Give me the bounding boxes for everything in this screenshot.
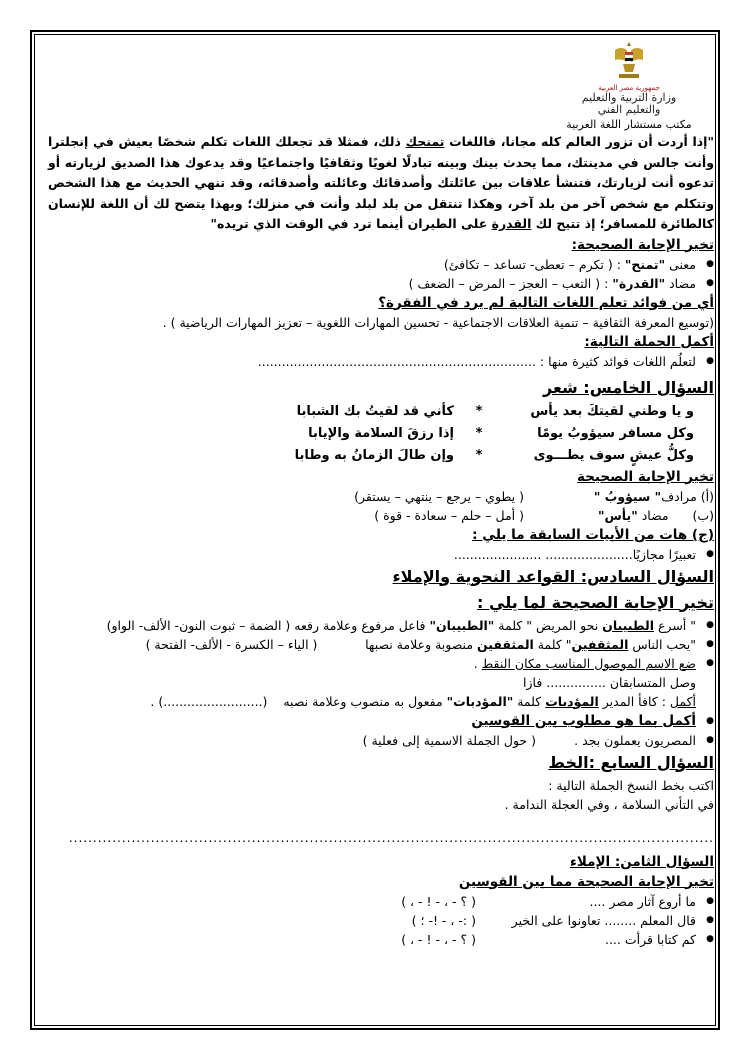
- choice-prompt: [524, 487, 714, 506]
- item-underlined-word: المثقفين: [571, 636, 629, 652]
- item-options: ( ؟ - ، - ! - ، ): [401, 893, 476, 909]
- passage-underlined-word: تمنحك: [405, 134, 445, 149]
- item-text: كلمة: [513, 693, 546, 709]
- q6-item-complete: [44, 692, 714, 711]
- item-options: ( تكرم – تعطى- تساعد – تكافئ): [443, 256, 613, 272]
- passage-text: "إذا أردت أن تزور العالم كله مجانا، فاللغات: [444, 134, 714, 149]
- office-name: مكتب مستشار اللغة العربية: [566, 118, 692, 131]
- item-suffix: :: [612, 256, 625, 272]
- verse-separator: *: [475, 425, 483, 441]
- item-instruction: ( حول الجملة الاسمية إلى فعلية ): [362, 732, 536, 748]
- item-text: : كافأ المدير: [598, 693, 670, 709]
- q1-heading: تخير الإجابة الصحيحة:: [571, 236, 714, 253]
- item-options: ( التعب – العجز – المرض – الضعف ): [408, 275, 601, 291]
- item-text: منصوبة وعلامة نصبها: [365, 636, 478, 652]
- item-text: " كلمة: [533, 636, 572, 652]
- item-text: كم كتابا قرأت ....: [604, 931, 696, 947]
- q8-item: [44, 930, 714, 949]
- q5-choice: [44, 487, 714, 506]
- item-underlined-word: الطبيبان: [602, 617, 654, 633]
- q8-sub-heading: تخير الإجابة الصحيحة مما بين القوسين: [458, 873, 714, 890]
- item-bold-word: "الطبيبان": [429, 617, 495, 633]
- egypt-eagle-emblem-icon: [609, 40, 649, 82]
- choice-prompt: [524, 506, 714, 525]
- item-word: "تمنح": [624, 256, 666, 272]
- verse-first-half: و يا وطني لقيتكَ بعد يأس: [530, 403, 694, 419]
- item-text: ما أروع آثار مصر ....: [589, 893, 696, 909]
- poem-verse: [44, 423, 714, 445]
- q2-options: (توسيع المعرفة الثقافية – تنمية العلاقات الاجتماعية - تحسين المهارات اللغوية – تعزيز المهارات الرياضية ) .: [162, 314, 714, 330]
- q6-item: [44, 616, 714, 635]
- verse-second-half: إذا رزقَ السلامة والإيابا: [308, 425, 454, 441]
- verse-separator: *: [475, 447, 483, 463]
- q6-heading: السؤال السادس: القواعد النحوية والإملاء: [392, 566, 714, 586]
- q5-heading: السؤال الخامس: شعر: [543, 377, 714, 397]
- q8-item: [44, 892, 714, 911]
- choice-label: (أ): [700, 488, 714, 504]
- item-text: نحو المريض " كلمة: [494, 617, 603, 633]
- item-underlined-text: ضع الاسم الموصول المناسب مكان النقط: [481, 655, 696, 671]
- q6-item: [44, 731, 714, 750]
- q7-heading: السؤال السابع :الخط: [548, 752, 714, 772]
- item-text: .: [473, 655, 482, 671]
- q5-c-heading: (ج) هات من الأبيات السابقة ما يلي :: [472, 526, 714, 543]
- item-options: ( ؟ - ، - ! - ، ): [401, 931, 476, 947]
- q2-heading: أي من فوائد تعلم اللغات التالية لم يرد في الفقرة؟: [378, 294, 714, 311]
- ministry-name-line2: والتعليم الفني: [597, 103, 661, 116]
- choice-options: ( يطوي – يرجع – ينتهي – يستقر): [354, 488, 524, 504]
- passage-text: ذلك، فمثلا قد تجعلك اللغات تكلم شخصًا يعيش في إنجلترا وأنت جالس في مدينتك، مما يحدث بينك وبينه تبادلًا لغويًا وثقافيًا واجتماعيًا وقد يدعوك هذا الصديق لزيارته أو تدعوه أنت لزيارتك، فتنشأ علاقات بين عائلتك وأصدقائك وعائلته وأصدقائه، وقد تنهي الحديث مع هذا الشخص وتتكلم مع شخص آخر من بلد آخر، وهكذا تنتقل من بلد لبلد وأنت في منزلك؛ وبهذا يتضح لك أن اللغة للإنسان كالطائرة للمسافر؛ إذ تتيح لك: [48, 134, 714, 231]
- q6-item-heading: ● أكمل بما هو مطلوب بين القوسين: [44, 711, 714, 731]
- q1-item: [44, 255, 714, 274]
- q6-sub-heading: تخير الإجابة الصحيحة لما يلي :: [477, 592, 714, 612]
- item-text: قال المعلم ........ تعاونوا على الخير: [511, 912, 696, 928]
- q6-item: [44, 635, 714, 654]
- q5-sub-heading: تخير الإجابة الصحيحة: [577, 468, 714, 485]
- reading-passage: [44, 132, 714, 235]
- ministry-header: [564, 40, 694, 131]
- q7-sentence: في التأني السلامة ، وفي العجلة الندامة .: [504, 796, 714, 812]
- q5-c-item: ● تعبيرًا مجازيًا...................... ......................: [44, 545, 714, 564]
- q7-writing-line[interactable]: ......................................................................................................................................: [68, 830, 714, 845]
- choice-prompt-text: مضاد: [641, 507, 669, 523]
- ministry-country: جمهورية مصر العربية: [598, 84, 660, 92]
- q8-heading: السؤال الثامن: الإملاء: [569, 853, 714, 870]
- item-options: ( :- ، - !- ؛ ): [411, 912, 476, 928]
- q8-item: [44, 911, 714, 930]
- verse-second-half: كأني قد لقيتُ بك الشبابا: [296, 403, 454, 419]
- verse-first-half: وكلُّ عيشٍ سوف يطـــوى: [533, 447, 694, 463]
- item-prefix: معنى: [665, 256, 696, 272]
- q7-instruction: اكتب بخط النسخ الجملة التالية :: [548, 777, 714, 793]
- q6-item-line: وصل المتسابقان ............... فازا: [523, 674, 696, 690]
- passage-text: على الطيران أينما ترد في الوقت الذي تريده": [210, 216, 492, 231]
- q3-item: ● لتعلُم اللغات فوائد كثيرة منها : ......................................................................: [44, 352, 714, 371]
- item-options: ( الياء – الكسرة - الألف- الفتحة ): [145, 636, 318, 652]
- worksheet-content: [44, 132, 714, 949]
- q5-choice: [44, 506, 714, 525]
- item-suffix: :: [600, 275, 613, 291]
- q3-heading: أكمل الجملة التالية:: [584, 333, 714, 350]
- choice-label: (ب): [692, 507, 714, 523]
- poem: [44, 401, 714, 467]
- answer-blank: (.........................) .: [150, 693, 268, 709]
- verse-first-half: وكل مسافر سيؤوبُ يومًا: [537, 425, 694, 441]
- item-underlined-text: أكمل: [669, 693, 696, 709]
- item-text: فاعل مرفوع وعلامة رفعه ( الضمة – ثبوت النون- الألف- الواو): [106, 617, 430, 633]
- q1-item: [44, 274, 714, 293]
- item-text: مفعول به منصوب وعلامة نصبه: [283, 693, 447, 709]
- ministry-name-line1: وزارة التربية والتعليم: [581, 91, 677, 104]
- verse-separator: *: [475, 403, 483, 419]
- item-underlined-word: المؤدبات: [545, 693, 599, 709]
- verse-second-half: وإن طالَ الزمانُ به وطابا: [294, 447, 454, 463]
- choice-options: ( أمل – حلم – سعادة - قوة ): [374, 507, 524, 523]
- passage-underlined-word: القدرة: [491, 216, 532, 231]
- item-text: "يحب الناس: [628, 636, 696, 652]
- item-prefix: مضاد: [665, 275, 696, 291]
- poem-verse: [44, 401, 714, 423]
- item-bold-word: المثقفين: [477, 636, 534, 652]
- item-text: " أسرع: [654, 617, 696, 633]
- item-text: المصريون يعملون بجد .: [574, 732, 696, 748]
- q6-item: [44, 654, 714, 673]
- choice-prompt-text: مرادف: [661, 488, 697, 504]
- choice-word: " سيؤوبُ ": [593, 488, 662, 504]
- poem-verse: [44, 445, 714, 467]
- item-word: "القدرة": [612, 275, 666, 291]
- item-bold-word: "المؤدبات": [446, 693, 514, 709]
- choice-word: "يأس": [598, 507, 638, 523]
